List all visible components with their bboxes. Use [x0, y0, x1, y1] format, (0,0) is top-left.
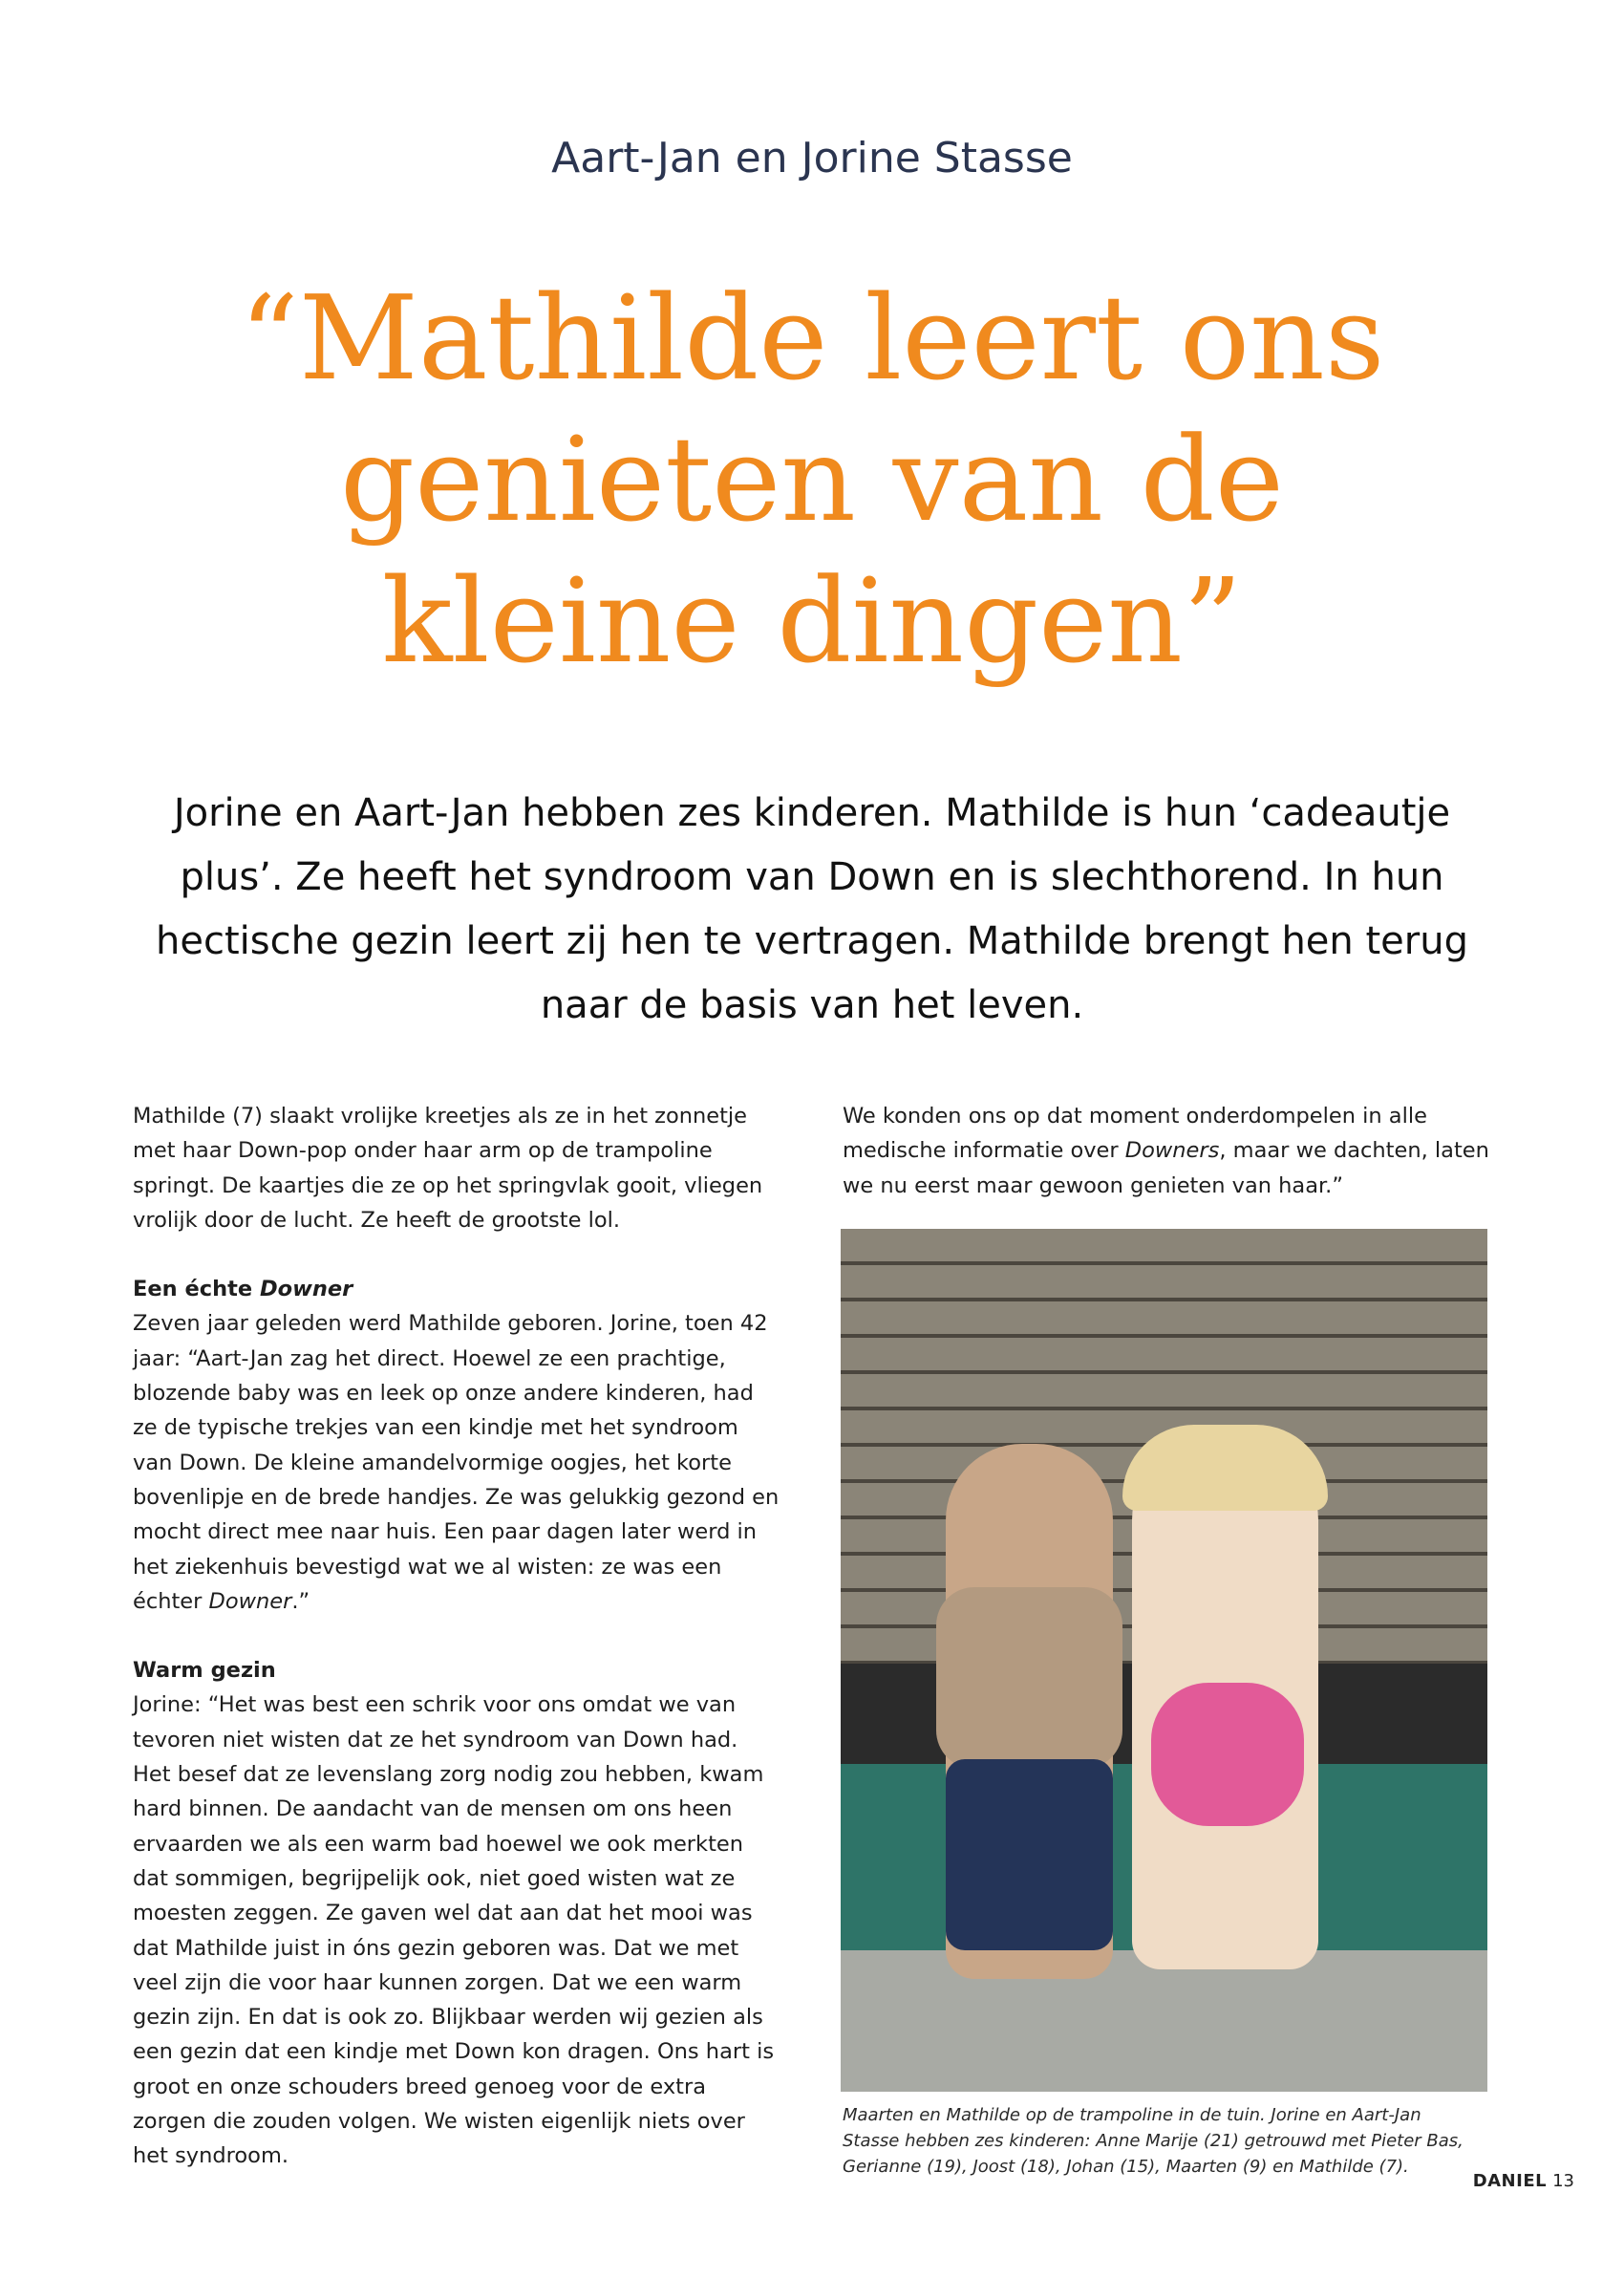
- heading-italic-text: Downer: [259, 1277, 353, 1302]
- photo-girl-hair: [1122, 1425, 1328, 1511]
- photo-doll: [1151, 1683, 1304, 1826]
- magazine-brand: DANIEL: [1472, 2171, 1548, 2191]
- right-body-text: We konden ons op dat moment onderdompelen in alle medische informatie over: [843, 1104, 1427, 1164]
- section-body-echte-downer: [133, 1306, 782, 1619]
- intro-paragraph: Mathilde (7) slaakt vrolijke kreetjes als ze in het zonnetje met haar Down-pop onder haar arm op de trampoline springt. De kaartjes die ze op het springvlak gooit, vliegen vrolijk door de lucht. Ze heeft de grootste lol.: [133, 1104, 763, 1233]
- photo-boy-pants: [946, 1759, 1113, 1950]
- right-body-end: , maar we dachten, laten we nu eerst maar gewoon genieten van haar.”: [843, 1138, 1489, 1198]
- article-kicker: Aart-Jan en Jorine Stasse: [551, 134, 1073, 183]
- article-headline: “Mathilde leert ons genieten van de kleine dingen”: [239, 270, 1385, 689]
- right-paragraph: [843, 1099, 1492, 1203]
- page-footer: [1473, 2171, 1574, 2191]
- left-column: [133, 1099, 782, 2174]
- article-photo: [841, 1229, 1487, 2092]
- page-number: 13: [1552, 2171, 1574, 2191]
- heading-text: Een échte: [133, 1277, 260, 1302]
- right-column: [843, 1099, 1492, 1203]
- right-body-italic: Downers: [1124, 1138, 1220, 1164]
- body-text-end: .”: [291, 1588, 310, 1614]
- article-lead: Jorine en Aart-Jan hebben zes kinderen. Mathilde is hun ‘cadeautje plus’. Ze heeft het syndroom van Down en is slechthorend. In hun hectische gezin leert zij hen te vertragen. Mathilde brengt hen terug naar de basis van het leven.: [156, 791, 1468, 1027]
- section-heading-warm-gezin: Warm gezin: [133, 1658, 276, 1684]
- body-text: Zeven jaar geleden werd Mathilde geboren. Jorine, toen 42 jaar: “Aart-Jan zag het direct. Hoewel ze een prachtige, blozende baby was en leek op onze andere kinderen, had ze de typische trekjes van een kindje met het syndroom van Down. De kleine amandelvormige oogjes, het korte bovenlipje en de brede handjes. Ze was gelukkig gezond en mocht direct mee naar huis. Een paar dagen later werd in het ziekenhuis bevestigd wat we al wisten: ze was een échter: [133, 1311, 780, 1614]
- section-heading-echte-downer: [133, 1272, 782, 1306]
- photo-boy-sweater: [936, 1587, 1122, 1769]
- photo-caption: Maarten en Mathilde op de trampoline in de tuin. Jorine en Aart-Jan Stasse hebben zes kinderen: Anne Marije (21) getrouwd met Pieter Bas, Gerianne (19), Joost (18), Johan (15), Maarten (9) en Mathilde (7).: [843, 2105, 1464, 2177]
- body-italic-text: Downer: [208, 1588, 292, 1614]
- section-body-warm-gezin: Jorine: “Het was best een schrik voor ons omdat we van tevoren niet wisten dat ze het syndroom van Down had. Het besef dat ze levenslang zorg nodig zou hebben, kwam hard binnen. De aandacht van de mensen om ons heen ervaarden we als een warm bad hoewel we ook merkten dat sommigen, begrijpelijk ook, niet goed wisten wat ze moesten zeggen. Ze gaven wel dat aan dat het mooi was dat Mathilde juist in óns gezin geboren was. Dat we met veel zijn die voor haar kunnen zorgen. Dat we een warm gezin zijn. En dat is ook zo. Blijkbaar werden wij gezien als een gezin dat een kindje met Down kon dragen. Ons hart is groot en onze schouders breed genoeg voor de extra zorgen die zouden volgen. We wisten eigenlijk niets over het syndroom.: [133, 1692, 775, 2169]
- photo-boy: [946, 1444, 1113, 1979]
- photo-pavement: [841, 1950, 1487, 2092]
- photo-girl: [1132, 1434, 1318, 1969]
